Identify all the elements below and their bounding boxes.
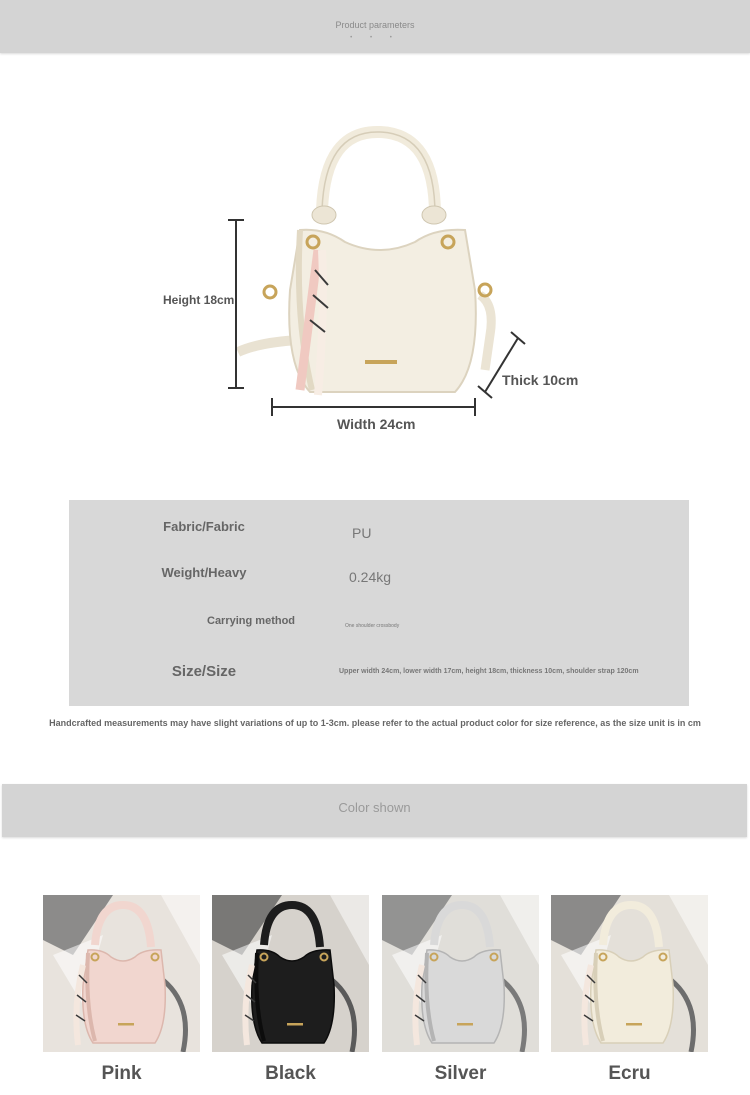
color-label-black: Black	[265, 1063, 316, 1084]
color-label-ecru: Ecru	[608, 1063, 651, 1084]
color-photo-pink[interactable]	[43, 895, 200, 1052]
handle-knot-left	[312, 206, 336, 224]
banner-title: Product parameters	[335, 20, 415, 30]
bag-photo-silver	[382, 895, 539, 1052]
bag-photo-pink	[43, 895, 200, 1052]
handbag-illustration	[150, 120, 620, 450]
param-label-weight: Weight/Heavy	[161, 565, 247, 580]
color-photo-black[interactable]	[212, 895, 369, 1052]
product-dimension-figure	[150, 120, 620, 450]
shoulder-strap-right	[480, 295, 491, 370]
param-label-carrying: Carrying method	[207, 615, 296, 627]
param-value-carrying: One shoulder crossbody	[345, 623, 400, 629]
bag-handle	[322, 132, 435, 215]
param-value-size: Upper width 24cm, lower width 17cm, height 18cm, thickness 10cm, shoulder strap 120cm	[339, 668, 639, 675]
measurement-note: Handcrafted measurements may have slight variations of up to 1-3cm. please refer to the actual product color for size reference, as the size unit is in cm	[49, 718, 701, 728]
color-shown-title: Color shown	[338, 800, 411, 815]
color-photo-ecru[interactable]	[551, 895, 708, 1052]
param-label-size: Size/Size	[171, 663, 237, 680]
color-photo-silver[interactable]	[382, 895, 539, 1052]
param-value-weight: 0.24kg	[349, 569, 392, 585]
product-parameters-banner	[0, 0, 750, 53]
height-label: Height 18cm	[163, 293, 235, 307]
bag-photo-black	[212, 895, 369, 1052]
parameters-table	[69, 500, 689, 706]
banner-subtitle: • • •	[350, 35, 400, 41]
param-value-fabric: PU	[352, 525, 372, 541]
width-label: Width 24cm	[337, 416, 416, 432]
param-label-fabric: Fabric/Fabric	[163, 519, 245, 534]
color-label-silver: Silver	[434, 1063, 487, 1084]
handle-knot-right	[422, 206, 446, 224]
thick-label: Thick 10cm	[502, 372, 579, 388]
bag-photo-ecru	[551, 895, 708, 1052]
color-label-pink: Pink	[101, 1063, 142, 1084]
color-shown-banner	[2, 784, 747, 837]
logo-plate	[365, 360, 397, 364]
